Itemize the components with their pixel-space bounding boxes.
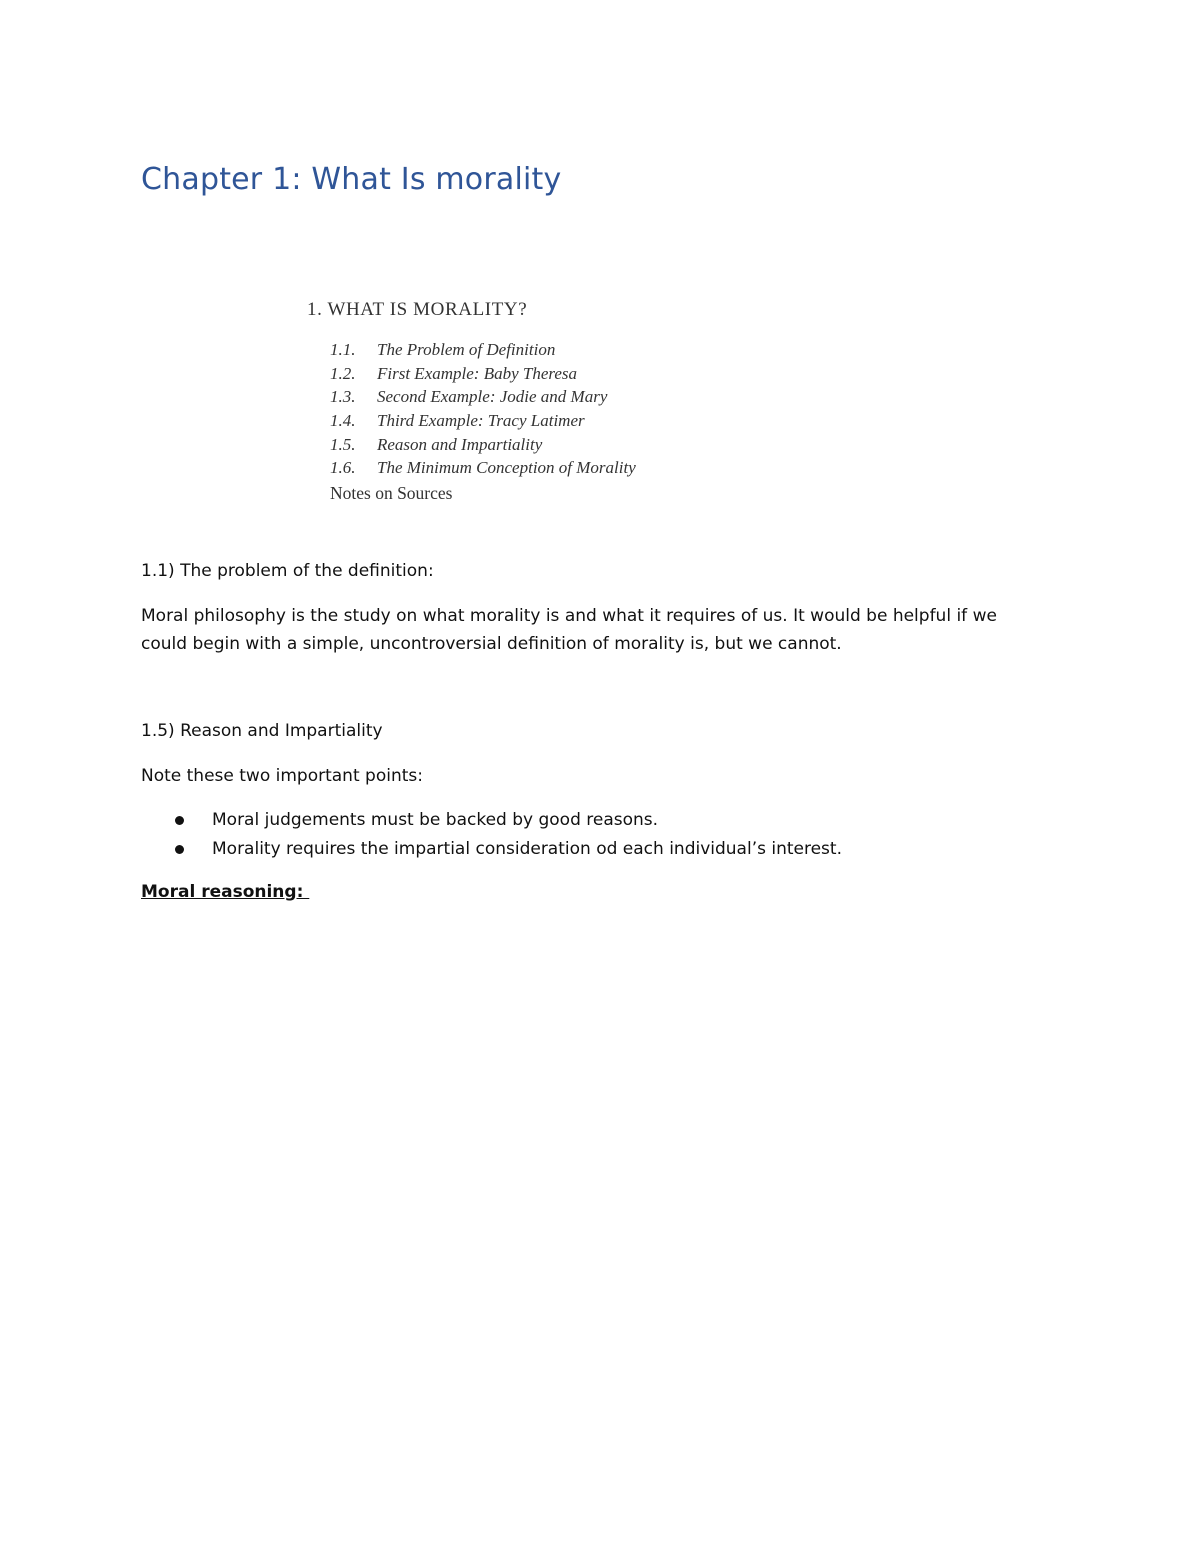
list-item-text: Moral judgements must be backed by good reasons.: [212, 810, 659, 830]
bullet-list: [141, 806, 842, 863]
toc-item-number: 1.2.: [330, 363, 356, 383]
toc-item-number: 1.4.: [330, 411, 356, 431]
list-item: [141, 835, 842, 864]
toc-item-title: The Problem of Definition: [377, 340, 556, 359]
section-1-1-paragraph: Moral philosophy is the study on what morality is and what it requires of us. It would be helpful if we could begin with a simple, uncontroversial definition of morality is, but we cannot.: [141, 606, 997, 654]
toc-item-title: Third Example: Tracy Latimer: [377, 411, 585, 431]
toc-item-title: First Example: Baby Theresa: [377, 363, 578, 383]
moral-reasoning-heading: Moral reasoning:: [141, 882, 310, 902]
bullet-icon: [175, 845, 184, 854]
toc-item: [330, 411, 636, 435]
toc-item-title: Second Example: Jodie and Mary: [377, 387, 608, 407]
toc-notes-on-sources: Notes on Sources: [330, 483, 453, 503]
toc-item: [330, 387, 636, 411]
list-item: [141, 806, 842, 835]
toc-list: [330, 340, 636, 482]
toc-item: [330, 435, 636, 459]
toc-item-number: 1.1.: [330, 340, 356, 359]
section-1-5-heading: 1.5) Reason and Impartiality: [141, 721, 383, 741]
toc-item: [330, 458, 636, 482]
toc-item-title: The Minimum Conception of Morality: [377, 458, 636, 478]
toc-item-title: Reason and Impartiality: [377, 434, 543, 454]
toc-item: [330, 364, 636, 388]
list-item-text: Morality requires the impartial consideration od each individual’s interest.: [212, 838, 842, 859]
bullet-icon: [175, 816, 184, 825]
chapter-title: Chapter 1: What Is morality: [141, 162, 562, 197]
toc-item: [330, 340, 636, 364]
toc-heading: 1. WHAT IS MORALITY?: [307, 299, 528, 320]
toc-item-number: 1.3.: [330, 387, 356, 407]
toc-item-number: 1.5.: [330, 434, 356, 454]
section-1-1-heading: 1.1) The problem of the definition:: [141, 561, 434, 581]
toc-item-number: 1.6.: [330, 458, 356, 478]
toc-scan-image: [300, 296, 700, 514]
section-1-5-intro: Note these two important points:: [141, 766, 423, 786]
